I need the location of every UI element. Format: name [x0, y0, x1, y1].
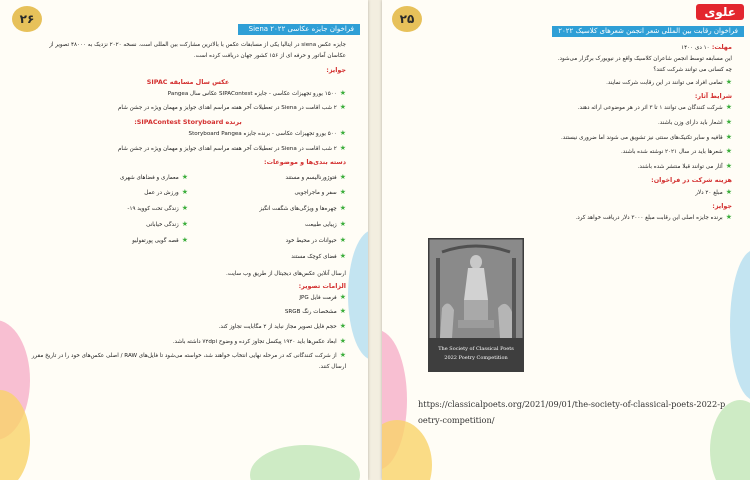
list-item: ★حیوانات در محیط خود	[285, 235, 346, 244]
star-icon: ★	[339, 129, 346, 138]
list-item: ★ورزش در عمل	[144, 188, 188, 197]
list-item: ★ابعاد عکس‌ها باید ۱۹۲۰ پیکسل تجاوز کرده و وضوح ۷۲dpi داشته باشد.	[172, 336, 346, 345]
storyboard-header: برنده SIPAContest Storyboard:	[134, 118, 242, 126]
list-item: ★زندگی خیابانی	[146, 219, 188, 228]
star-icon: ★	[339, 251, 346, 260]
logo: علوی	[696, 4, 744, 20]
star-icon: ★	[339, 103, 346, 112]
intro-line: چه کسانی می توانند شرکت کنند؟	[653, 67, 732, 74]
star-icon: ★	[339, 188, 346, 197]
list-item: ★فتوژورنالیسم و مستند	[285, 172, 346, 181]
right-content	[410, 42, 732, 227]
decorative-blob	[382, 420, 432, 480]
list-item: ★مبلغ ۲۰ دلار	[695, 187, 732, 196]
poster-title-line-1: The Society of Classical Poets	[438, 346, 514, 352]
list-item: ★قافیه و سایر تکنیک‌های سنتی نیز تشویق می شوند اما ضروری نیستند.	[560, 132, 732, 141]
poster-image	[428, 238, 524, 372]
star-icon: ★	[339, 235, 346, 244]
deadline-header: مهلت:	[709, 43, 732, 51]
star-icon: ★	[339, 307, 346, 316]
star-icon: ★	[339, 143, 346, 152]
decorative-blob	[348, 230, 368, 360]
star-icon: ★	[339, 292, 346, 301]
left-page	[0, 0, 368, 480]
star-icon: ★	[339, 336, 346, 345]
intro-paragraph: جایزه عکس siena در ایتالیا یکی از مسابقات عکس با بالاترین مشارکت بین المللی است. نسخه ۲۰۲۰ نزدیک به ۴۸۰۰۰ تصویر از عکاسان آماتور و حرفه ای از ۱۵۶ کشور جهان دریافت کرده است.	[49, 42, 346, 60]
star-icon: ★	[339, 219, 346, 228]
page-number: ۲۵	[392, 6, 422, 32]
list-item: ★زیبایی طبیعت	[305, 219, 346, 228]
categories-header: دسته بندی‌ها و موضوعات:	[264, 158, 346, 167]
list-item: ★حجم فایل تصویر مجاز نباید از ۲ مگابایت تجاوز کند.	[218, 321, 346, 330]
star-icon: ★	[181, 188, 188, 197]
list-item: ★۵۰۰ یورو تجهیزات عکاسی - برنده جایزه Storyboard Pangea	[188, 129, 346, 138]
decorative-blob	[250, 445, 360, 480]
source-url: https://classicalpoets.org/2021/09/01/the-society-of-classical-poets-2022-poetry-competition/	[418, 399, 726, 425]
list-item: ★۲ شب اقامت در Siena در تعطیلات آخر هفته مراسم اهدای جوایز و مهمان ویژه در جشن شام	[117, 103, 346, 112]
awards-header: جوایز:	[326, 66, 346, 75]
poster-title-line-2: 2022 Poetry Competition	[444, 355, 508, 361]
star-icon: ★	[181, 219, 188, 228]
list-item: ★فضای کوچک مستند	[291, 251, 346, 260]
star-icon: ★	[725, 187, 732, 196]
list-item: ★از شرکت کنندگانی که در مرحله نهایی انتخاب خواهند شد، خواسته می‌شود تا فایل‌های RAW / اصلی عکس‌های خود را در تاریخ مقرر ارسال کنند.	[31, 351, 346, 371]
list-item: ★شعرها باید در سال ۲۰۲۱ نوشته شده باشند.	[620, 147, 732, 156]
star-icon: ★	[725, 213, 732, 222]
star-icon: ★	[181, 172, 188, 181]
star-icon: ★	[725, 103, 732, 112]
list-item: ★تمامی افراد می توانند در این رقابت شرکت نمایند.	[606, 77, 732, 86]
star-icon: ★	[339, 204, 346, 213]
deadline-line	[410, 42, 732, 54]
star-icon: ★	[339, 88, 346, 97]
list-item: ★معماری و فضاهای شهری	[119, 172, 188, 181]
decorative-blob	[730, 250, 750, 400]
page-title: فراخوان رقابت بین المللی شعر انجمن شعرهای کلاسیک ۲۰۲۲	[552, 26, 744, 37]
list-item: ★فرمت فایل JPG	[299, 292, 346, 301]
list-item: ★برنده جایزه اصلی این رقابت مبلغ ۳۰۰۰ دلار دریافت خواهد کرد.	[575, 213, 732, 222]
list-item: ★قصه گویی پورتفولیو	[132, 235, 188, 244]
star-icon: ★	[725, 161, 732, 170]
star-icon: ★	[725, 147, 732, 156]
requirements-header: الزامات تصویر:	[298, 281, 346, 290]
intro-line: این مسابقه توسط انجمن شاعران کلاسیک واقع در نیویورک برگزار می‌شود.	[557, 56, 732, 63]
list-item: ★چهره‌ها و ویژگی‌های شگفت انگیز	[259, 204, 346, 213]
conditions-header: شرایط آثار:	[694, 92, 732, 101]
submission-note: ارسال آنلاین عکس‌های دیجیتال از طریق وب سایت.	[225, 271, 346, 278]
fee-header: هزینه شرکت در فراخوان:	[651, 176, 732, 185]
list-item: ★۱۵۰۰ یورو تجهیزات عکاسی - جایزه SIPAContest عکاس سال Pangea	[167, 88, 346, 97]
star-icon: ★	[181, 235, 188, 244]
categories-column-2	[30, 172, 188, 267]
list-item: ★شرکت کنندگان می توانند ۱ تا ۳ اثر در هر موضوعی ارائه دهند.	[577, 103, 732, 112]
star-icon: ★	[725, 132, 732, 141]
sipac-header: عکس سال مسابقه SIPAC	[146, 77, 230, 86]
prizes-header: جوایز:	[712, 202, 732, 211]
star-icon: ★	[339, 172, 346, 181]
categories-column-1	[188, 172, 346, 267]
list-item: ★سفر و ماجراجویی	[294, 188, 346, 197]
list-item: ★آثار می توانند قبلا منتشر شده باشند.	[637, 161, 732, 170]
categories-list	[30, 172, 346, 267]
list-item: ★۲ شب اقامت در Siena در تعطیلات آخر هفته مراسم اهدای جوایز و مهمان ویژه در جشن شام	[117, 143, 346, 152]
star-icon: ★	[181, 204, 188, 213]
deadline-value: ۱۰ دی ۱۴۰۰	[681, 45, 710, 51]
star-icon: ★	[725, 77, 732, 86]
list-item: ★اشعار باید دارای وزن باشند.	[657, 118, 732, 126]
left-content	[30, 40, 346, 376]
star-icon: ★	[339, 351, 346, 360]
page-number: ۲۶	[12, 6, 42, 32]
star-icon: ★	[725, 118, 732, 126]
page-title: فراخوان جایزه عکاسی Siena ۲۰۲۲	[238, 24, 360, 35]
list-item: ★زندگی تحت کووید ۱۹-	[127, 204, 188, 213]
list-item: ★مشخصات رنگ SRGB	[284, 307, 346, 316]
star-icon: ★	[339, 321, 346, 330]
